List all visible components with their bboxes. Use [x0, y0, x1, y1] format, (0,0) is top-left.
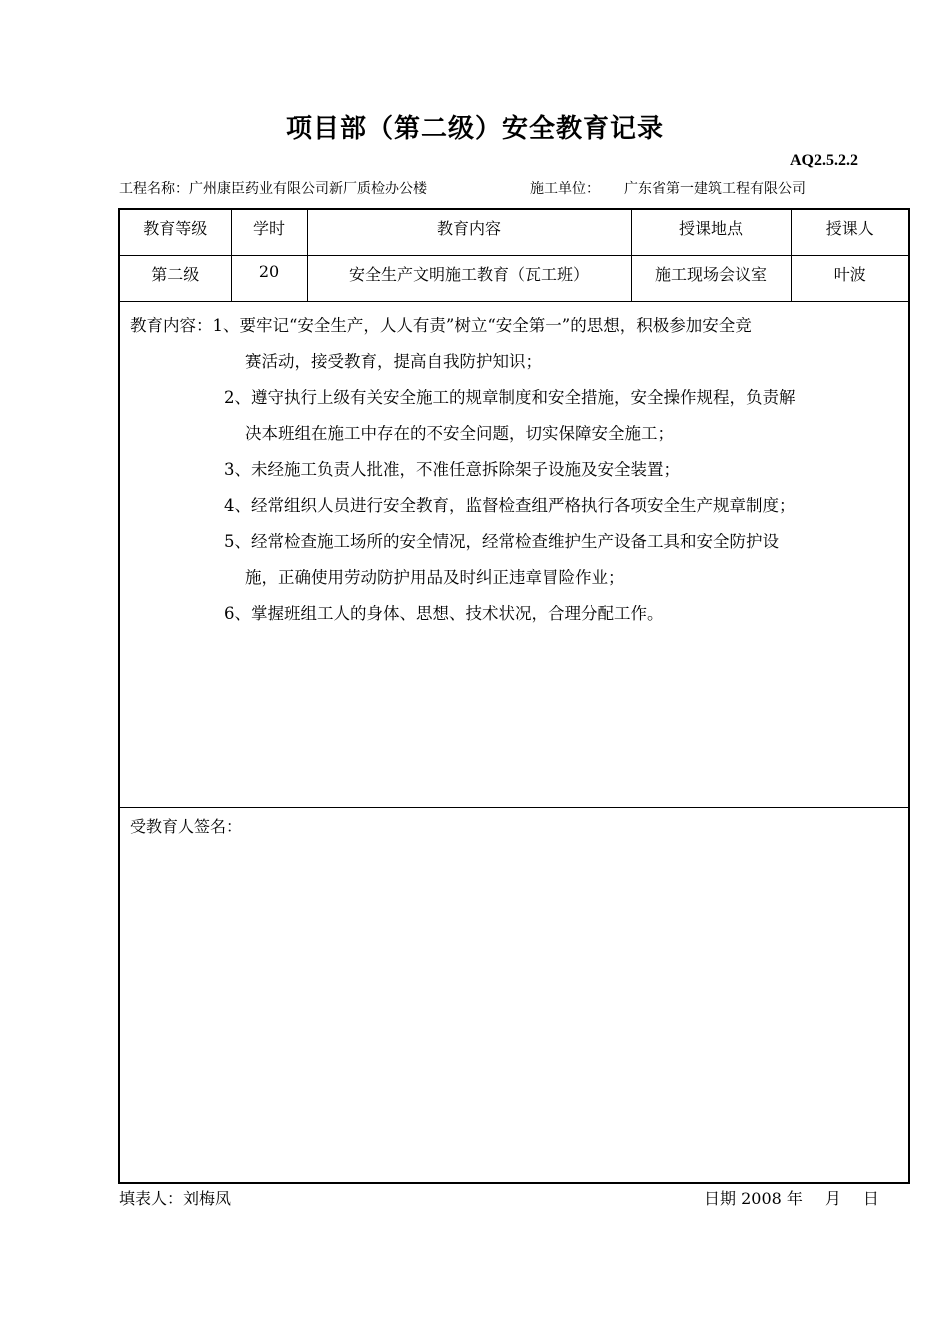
date-month: 月	[824, 1189, 841, 1208]
header-instructor: 授课人	[791, 209, 909, 255]
document-code: AQ2.5.2.2	[790, 152, 858, 169]
project-info	[119, 178, 427, 198]
content-item-5-cont: 施，正确使用劳动防护用品及时纠正违章冒险作业；	[245, 567, 625, 587]
table-row	[119, 255, 909, 301]
filler-name: 刘梅凤	[183, 1189, 232, 1208]
page-title: 项目部（第二级）安全教育记录	[285, 114, 664, 144]
cell-location: 施工现场会议室	[631, 255, 791, 301]
header-row	[119, 209, 909, 255]
signature-label: 受教育人签名：	[130, 816, 243, 836]
cell-instructor: 叶波	[791, 255, 909, 301]
education-record-table	[118, 208, 910, 1184]
header-education-level: 教育等级	[119, 209, 231, 255]
project-name-value: 广州康臣药业有限公司新厂质检办公楼	[189, 181, 427, 197]
date-info	[704, 1186, 879, 1209]
header-education-content: 教育内容	[307, 209, 631, 255]
construction-unit-value: 广东省第一建筑工程有限公司	[624, 181, 806, 197]
content-item-2: 2、遵守执行上级有关安全施工的规章制度和安全措施，安全操作规程，负责解	[224, 387, 796, 407]
content-item-1: 教育内容：1、要牢记“安全生产，人人有责”树立“安全第一”的思想，积极参加安全竞	[130, 315, 752, 335]
construction-unit-info	[530, 178, 806, 198]
filler-label: 填表人：	[119, 1189, 184, 1208]
date-day: 日	[862, 1189, 879, 1208]
content-label: 教育内容：	[130, 315, 213, 335]
content-row	[119, 301, 909, 807]
cell-education-level: 第二级	[119, 255, 231, 301]
content-item-5: 5、经常检查施工场所的安全情况，经常检查维护生产设备工具和安全防护设	[224, 531, 779, 551]
content-item-4: 4、经常组织人员进行安全教育，监督检查组严格执行各项安全生产规章制度；	[224, 495, 796, 515]
header-location: 授课地点	[631, 209, 791, 255]
signature-cell[interactable]	[119, 807, 909, 1183]
date-year: 日期 2008 年	[704, 1189, 803, 1208]
content-item-1-cont: 赛活动，接受教育，提高自我防护知识；	[245, 351, 542, 371]
project-name-label: 工程名称：	[119, 181, 189, 197]
header-hours: 学时	[231, 209, 307, 255]
cell-hours: 20	[231, 255, 307, 301]
filler-info	[119, 1186, 231, 1209]
construction-unit-label: 施工单位：	[530, 181, 600, 197]
content-item-3: 3、未经施工负责人批准，不准任意拆除架子设施及安全装置；	[224, 459, 680, 479]
signature-row	[119, 807, 909, 1183]
content-item-6: 6、掌握班组工人的身体、思想、技术状况，合理分配工作。	[224, 603, 664, 623]
education-content-cell	[119, 301, 909, 807]
content-item-2-cont: 决本班组在施工中存在的不安全问题，切实保障安全施工；	[245, 423, 674, 443]
cell-education-content: 安全生产文明施工教育（瓦工班）	[307, 255, 631, 301]
